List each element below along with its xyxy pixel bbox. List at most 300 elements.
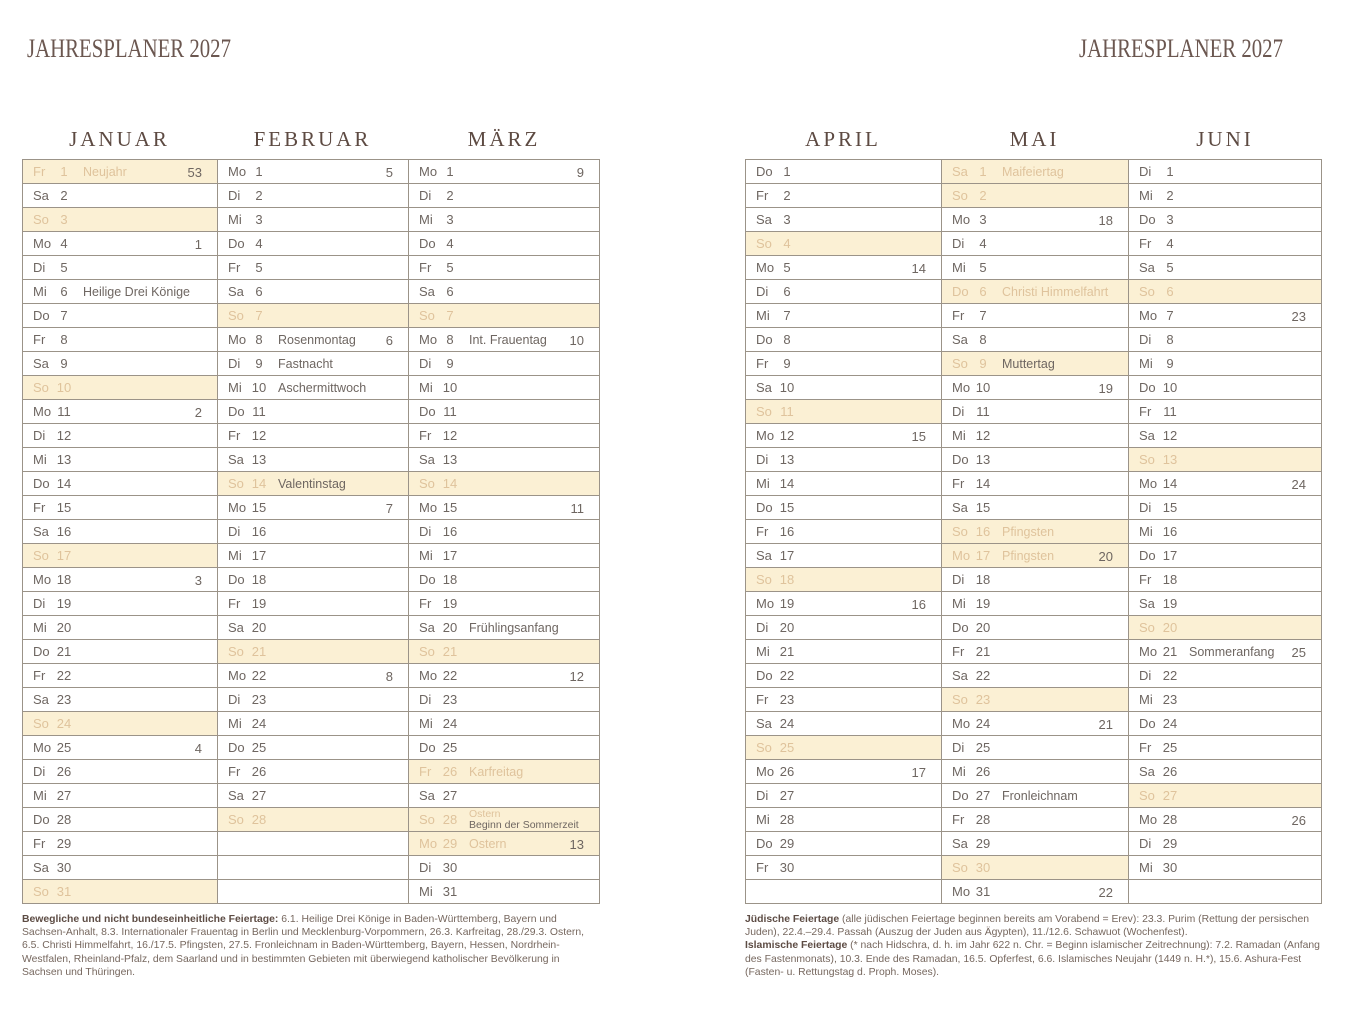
weekday-label: So [952, 692, 968, 707]
event-label: Christi Himmelfahrt [1002, 284, 1109, 299]
weekday-label: Fr [756, 524, 769, 539]
day-row [218, 184, 408, 208]
month-header: APRIL [805, 127, 881, 151]
day-row [23, 328, 217, 352]
day-number: 15 [779, 500, 795, 515]
page-title-left: JAHRESPLANER 2027 [27, 34, 231, 63]
day-row [23, 664, 217, 688]
week-number: 7 [385, 500, 393, 516]
weekday-label: Di [1139, 500, 1152, 515]
day-number: 28 [975, 812, 991, 827]
day-row [409, 712, 599, 736]
weekday-label: Mo [756, 260, 775, 275]
weekday-label: Sa [228, 788, 244, 803]
day-row [942, 640, 1128, 664]
day-number: 2 [783, 188, 791, 203]
footnote-text: 6.1. Heilige Drei Könige in Baden-Württemberg, Bayern und Sachsen-Anhalt, 8.3. Internationaler Frauentag in Berlin und Mecklenburg-Vorpommern, 26.3. Karfreitag, 28./29.3. Ostern, 6.5. Christi Himmelfahrt, 16./17.5. Pfingsten, 27.5. Fronleichnam in Baden-Württemberg, Bayern, Hessen, Nordrhein-Westfalen, Rheinland-Pfalz, dem Saarland und in bestimmten Gebieten mit überwiegend katholischer Bevölkerung in Sachsen und Thüringen. [22, 914, 584, 978]
weekday-label: Mi [1139, 188, 1153, 203]
day-row [23, 496, 217, 520]
day-number: 18 [779, 572, 795, 587]
weekday-label: Mo [1139, 644, 1158, 659]
weekday-label: Mi [228, 380, 242, 395]
weekday-label: Sa [419, 284, 435, 299]
day-row [746, 568, 941, 592]
day-number: 31 [975, 884, 991, 899]
footnote-movable-holidays [22, 913, 587, 979]
day-row [746, 376, 941, 400]
footnote-left [22, 913, 587, 979]
day-number: 20 [1162, 620, 1178, 635]
day-number: 29 [1162, 836, 1178, 851]
day-number: 21 [442, 644, 458, 659]
day-row [23, 376, 217, 400]
day-row [23, 208, 217, 232]
weekday-label: Do [756, 500, 773, 515]
weekday-label: So [33, 884, 49, 899]
day-number: 12 [1162, 428, 1178, 443]
day-number: 26 [779, 764, 795, 779]
day-number: 21 [1162, 644, 1178, 659]
day-row [1129, 640, 1321, 664]
day-number: 19 [56, 596, 72, 611]
day-row [942, 256, 1128, 280]
month-table [408, 159, 600, 904]
day-number: 11 [976, 404, 990, 419]
day-number: 6 [446, 284, 454, 299]
day-number: 2 [1166, 188, 1174, 203]
weekday-label: Fr [1139, 236, 1152, 251]
day-number: 29 [442, 836, 458, 851]
weekday-label: Mo [419, 668, 438, 683]
weekday-label: Mo [228, 332, 247, 347]
day-number: 25 [1162, 740, 1178, 755]
day-row [942, 760, 1128, 784]
day-number: 18 [442, 572, 458, 587]
weekday-label: Sa [33, 524, 49, 539]
weekday-label: Mi [952, 764, 966, 779]
weekday-label: Mo [33, 236, 52, 251]
day-number: 22 [442, 668, 458, 683]
weekday-label: So [952, 188, 968, 203]
day-number: 26 [251, 764, 267, 779]
weekday-label: Mi [756, 476, 770, 491]
day-number: 5 [255, 260, 263, 275]
day-row [1129, 376, 1321, 400]
day-row [23, 472, 217, 496]
day-number: 9 [1166, 356, 1174, 371]
day-row [1129, 496, 1321, 520]
day-row [942, 544, 1128, 568]
weekday-label: Fr [33, 332, 46, 347]
day-number: 1 [60, 164, 68, 179]
weekday-label: Fr [33, 500, 46, 515]
weekday-label: Sa [952, 836, 968, 851]
day-number: 11 [780, 404, 794, 419]
day-row [218, 640, 408, 664]
day-number: 31 [442, 884, 458, 899]
weekday-label: Mi [1139, 692, 1153, 707]
day-row [746, 664, 941, 688]
day-number: 31 [56, 884, 72, 899]
day-row [409, 496, 599, 520]
day-row [746, 472, 941, 496]
day-number: 4 [60, 236, 68, 251]
month-header: MAI [1009, 127, 1060, 151]
day-number: 12 [442, 428, 458, 443]
day-number: 13 [1162, 452, 1178, 467]
day-number: 28 [442, 812, 458, 827]
day-number: 11 [57, 404, 71, 419]
day-number: 11 [1163, 404, 1177, 419]
weekday-label: Mi [756, 308, 770, 323]
weekday-label: So [419, 476, 435, 491]
day-number: 12 [779, 428, 795, 443]
weekday-label: Di [756, 452, 769, 467]
day-number: 16 [975, 524, 991, 539]
month-april [745, 121, 941, 904]
week-number: 25 [1291, 644, 1306, 660]
day-row [218, 424, 408, 448]
day-number: 5 [60, 260, 68, 275]
day-number: 27 [56, 788, 72, 803]
day-number: 9 [255, 356, 263, 371]
day-number: 20 [251, 620, 267, 635]
day-number: 9 [783, 356, 791, 371]
weekday-label: Sa [419, 452, 435, 467]
month-header: FEBRUAR [253, 127, 372, 151]
month-juni [1128, 121, 1322, 904]
day-number: 9 [60, 356, 68, 371]
weekday-label: Mo [228, 164, 247, 179]
day-number: 22 [975, 668, 991, 683]
month-maerz [408, 121, 600, 904]
weekday-label: Mi [33, 620, 47, 635]
week-number: 13 [569, 836, 584, 852]
week-number: 10 [569, 332, 584, 348]
day-number: 7 [979, 308, 987, 323]
day-number: 30 [975, 860, 991, 875]
weekday-label: Mo [1139, 476, 1158, 491]
week-number: 22 [1098, 884, 1113, 900]
weekday-label: Mi [419, 212, 433, 227]
day-number: 16 [1162, 524, 1178, 539]
weekday-label: Do [228, 572, 245, 587]
day-number: 1 [979, 164, 987, 179]
day-number: 29 [975, 836, 991, 851]
day-number: 23 [779, 692, 795, 707]
day-number: 15 [56, 500, 72, 515]
month-table [941, 159, 1128, 904]
week-number: 17 [911, 764, 926, 780]
weekday-label: Sa [1139, 764, 1155, 779]
day-number: 10 [56, 380, 72, 395]
weekday-label: Sa [952, 668, 968, 683]
weekday-label: Sa [952, 332, 968, 347]
day-row [409, 808, 599, 832]
weekday-label: Fr [756, 356, 769, 371]
day-number: 23 [56, 692, 72, 707]
day-number: 15 [1162, 500, 1178, 515]
weekday-label: Di [1139, 164, 1152, 179]
day-number: 28 [1162, 812, 1178, 827]
page-title-right: JAHRESPLANER 2027 [1079, 34, 1283, 63]
day-row [942, 568, 1128, 592]
day-number: 24 [1162, 716, 1178, 731]
weekday-label: So [419, 812, 435, 827]
day-number: 19 [975, 596, 991, 611]
day-number: 10 [779, 380, 795, 395]
day-row [23, 856, 217, 880]
weekday-label: Sa [33, 692, 49, 707]
weekday-label: Fr [33, 668, 46, 683]
day-number: 30 [779, 860, 795, 875]
weekday-label: Di [952, 572, 965, 587]
week-number: 5 [385, 164, 393, 180]
day-number: 25 [779, 740, 795, 755]
event-label: Heilige Drei Könige [83, 284, 191, 299]
day-number: 10 [251, 380, 267, 395]
weekday-label: Do [756, 332, 773, 347]
weekday-label: Sa [756, 548, 772, 563]
day-row [746, 712, 941, 736]
day-number: 10 [442, 380, 458, 395]
day-number: 21 [56, 644, 72, 659]
weekday-label: Fr [228, 428, 241, 443]
weekday-label: So [756, 236, 772, 251]
weekday-label: Mi [228, 548, 242, 563]
day-row [1129, 568, 1321, 592]
day-row [746, 736, 941, 760]
day-row [746, 232, 941, 256]
weekday-label: Mi [33, 788, 47, 803]
event-label: Int. Frauentag [469, 332, 547, 347]
day-number: 24 [56, 716, 72, 731]
weekday-label: Di [952, 404, 965, 419]
weekday-label: Di [33, 260, 46, 275]
day-number: 18 [975, 572, 991, 587]
day-row [409, 760, 599, 784]
event-label: Aschermittwoch [278, 380, 367, 395]
weekday-label: Di [228, 524, 241, 539]
weekday-label: Do [33, 476, 50, 491]
weekday-label: Di [1139, 332, 1152, 347]
day-number: 22 [779, 668, 795, 683]
day-number: 17 [1162, 548, 1178, 563]
day-number: 8 [446, 332, 454, 347]
weekday-label: So [1139, 788, 1155, 803]
weekday-label: Di [1139, 836, 1152, 851]
weekday-label: So [756, 572, 772, 587]
day-row [409, 376, 599, 400]
month-header: MÄRZ [467, 127, 541, 151]
day-row [218, 304, 408, 328]
day-row [942, 616, 1128, 640]
weekday-label: Fr [952, 308, 965, 323]
day-row [409, 400, 599, 424]
weekday-label: Mo [952, 884, 971, 899]
weekday-label: Mo [33, 740, 52, 755]
day-row [1129, 856, 1321, 880]
weekday-label: Fr [419, 260, 432, 275]
weekday-label: Fr [756, 860, 769, 875]
day-number: 26 [1162, 764, 1178, 779]
weekday-label: Do [419, 740, 436, 755]
day-number: 16 [251, 524, 267, 539]
day-row [218, 496, 408, 520]
day-row [746, 304, 941, 328]
day-number: 5 [783, 260, 791, 275]
day-row [218, 472, 408, 496]
day-number: 15 [975, 500, 991, 515]
day-number: 6 [1166, 284, 1174, 299]
weekday-label: Do [33, 308, 50, 323]
weekday-label: Mi [33, 452, 47, 467]
day-number: 17 [56, 548, 72, 563]
day-row [218, 256, 408, 280]
day-row [746, 592, 941, 616]
day-row [942, 472, 1128, 496]
weekday-label: So [756, 404, 772, 419]
weekday-label: Sa [1139, 596, 1155, 611]
day-row [1129, 352, 1321, 376]
day-number: 1 [783, 164, 791, 179]
weekday-label: So [952, 524, 968, 539]
day-row [218, 208, 408, 232]
weekday-label: Di [228, 692, 241, 707]
weekday-label: So [952, 860, 968, 875]
day-row [23, 616, 217, 640]
month-table [1128, 159, 1322, 904]
weekday-label: Do [33, 812, 50, 827]
day-number: 13 [56, 452, 72, 467]
day-row [23, 832, 217, 856]
weekday-label: Mo [952, 380, 971, 395]
day-row [218, 760, 408, 784]
day-row [1129, 232, 1321, 256]
day-number: 19 [251, 596, 267, 611]
weekday-label: Do [1139, 380, 1156, 395]
weekday-label: Mi [228, 716, 242, 731]
day-number: 20 [779, 620, 795, 635]
day-row [218, 328, 408, 352]
day-number: 4 [255, 236, 263, 251]
day-number: 3 [783, 212, 791, 227]
weekday-label: Sa [33, 860, 49, 875]
weekday-label: Di [756, 788, 769, 803]
weekday-label: Do [419, 572, 436, 587]
day-number: 8 [783, 332, 791, 347]
week-number: 2 [194, 404, 202, 420]
weekday-label: Di [419, 356, 432, 371]
day-number: 14 [779, 476, 795, 491]
day-row [1129, 688, 1321, 712]
weekday-label: Mi [756, 812, 770, 827]
week-number: 23 [1291, 308, 1306, 324]
weekday-label: Fr [756, 188, 769, 203]
day-row [218, 448, 408, 472]
weekday-label: Di [419, 188, 432, 203]
day-row [1129, 616, 1321, 640]
weekday-label: So [1139, 284, 1155, 299]
day-number: 14 [251, 476, 267, 491]
day-number: 4 [979, 236, 987, 251]
event-label: Muttertag [1002, 356, 1055, 371]
weekday-label: Do [228, 404, 245, 419]
day-row [218, 616, 408, 640]
day-number: 5 [446, 260, 454, 275]
day-number: 22 [251, 668, 267, 683]
day-row [746, 256, 941, 280]
empty-row [1129, 880, 1321, 904]
weekday-label: Do [33, 644, 50, 659]
weekday-label: Fr [952, 476, 965, 491]
weekday-label: Do [756, 836, 773, 851]
day-row [23, 256, 217, 280]
day-number: 10 [975, 380, 991, 395]
day-row [23, 880, 217, 904]
day-row [746, 352, 941, 376]
day-number: 3 [1166, 212, 1174, 227]
day-number: 26 [56, 764, 72, 779]
week-number: 16 [911, 596, 926, 612]
day-row [942, 520, 1128, 544]
day-number: 1 [1166, 164, 1174, 179]
day-row [23, 448, 217, 472]
weekday-label: Mi [1139, 524, 1153, 539]
weekday-label: Mo [419, 500, 438, 515]
day-number: 15 [251, 500, 267, 515]
day-number: 19 [1162, 596, 1178, 611]
weekday-label: Mi [419, 884, 433, 899]
day-number: 21 [251, 644, 267, 659]
day-row [409, 520, 599, 544]
day-number: 18 [251, 572, 267, 587]
weekday-label: Sa [756, 212, 772, 227]
event-label: Maifeiertag [1002, 164, 1064, 179]
weekday-label: Mi [1139, 860, 1153, 875]
week-number: 8 [385, 668, 393, 684]
weekday-label: Do [228, 740, 245, 755]
day-number: 3 [255, 212, 263, 227]
weekday-label: Do [952, 620, 969, 635]
day-number: 27 [975, 788, 991, 803]
day-row [746, 448, 941, 472]
weekday-label: Mi [1139, 356, 1153, 371]
weekday-label: Do [1139, 212, 1156, 227]
day-row [1129, 592, 1321, 616]
day-number: 16 [56, 524, 72, 539]
day-row [746, 808, 941, 832]
weekday-label: Mi [419, 380, 433, 395]
weekday-label: So [228, 644, 244, 659]
weekday-label: Sa [228, 452, 244, 467]
weekday-label: Mo [952, 212, 971, 227]
day-row [409, 280, 599, 304]
weekday-label: Fr [228, 596, 241, 611]
week-number: 26 [1291, 812, 1306, 828]
weekday-label: Mi [33, 284, 47, 299]
day-row [1129, 280, 1321, 304]
weekday-label: Mo [419, 332, 438, 347]
weekday-label: So [952, 356, 968, 371]
event-label: Karfreitag [469, 764, 524, 779]
footnote-text: (alle jüdischen Feiertage beginnen bereits am Vorabend = Erev): 23.3. Purim (Rettung der persischen Juden), 22.4.–29.4. Passah (Auszug der Juden aus Ägypten), 11./12.6. Schawuot (Wochenfest). [745, 914, 1310, 939]
weekday-label: So [228, 476, 244, 491]
day-number: 23 [1162, 692, 1178, 707]
day-number: 24 [442, 716, 458, 731]
day-row [942, 712, 1128, 736]
day-number: 30 [442, 860, 458, 875]
